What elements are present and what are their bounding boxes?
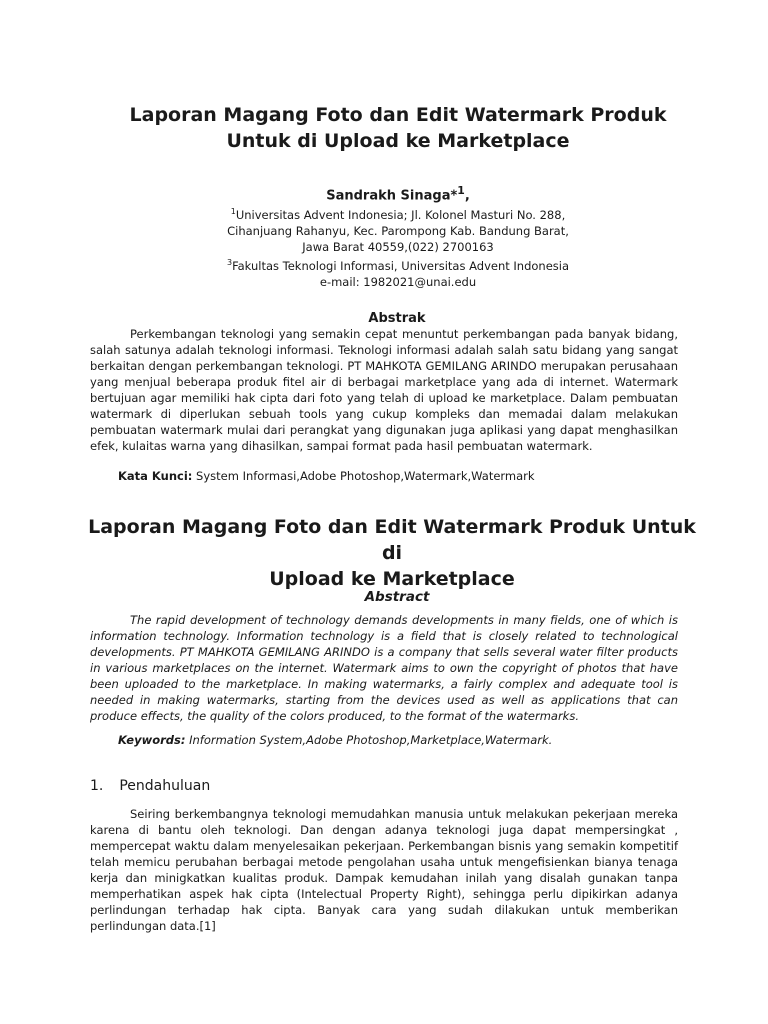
kata-kunci	[118, 468, 535, 484]
keywords-english	[118, 732, 552, 748]
kata-kunci-label: Kata Kunci:	[118, 469, 193, 483]
title-line-1: Laporan Magang Foto dan Edit Watermark Produk	[129, 104, 667, 126]
title-line-2: Untuk di Upload ke Marketplace	[226, 130, 570, 152]
section-number: 1.	[90, 778, 104, 794]
introduction-body: Seiring berkembangnya teknologi memudahkan manusia untuk melakukan pekerjaan mereka karena di bantu oleh teknologi. Dan dengan adanya teknologi juga dapat mempersingkat , mempercepat waktu dalam menyelesaikan pekerjaan. Perkembangan bisnis yang semakin kompetitif telah memicu perubahan berbagai metode pengolahan usaha untuk mengefisienkan bianya tenaga kerja dan minigkatkan kualitas produk. Dampak kemudahan inilah yang disalah gunakan tanpa memperhatikan aspek hak cipta (Intelectual Property Right), sehingga perlu dipikirkan adanya perlindungan terhadap hak cipta. Banyak cara yang sudah dilakukan untuk memberikan perlindungan data.[1]	[90, 807, 678, 933]
affiliation-text-4: Fakultas Teknologi Informasi, Universitas Advent Indonesia	[232, 258, 570, 273]
paper-title-english	[82, 514, 702, 592]
affiliation-line-2: Cihanjuang Rahanyu, Kec. Parompong Kab. Bandung Barat,	[227, 224, 569, 239]
affiliation-text-1: Universitas Advent Indonesia; Jl. Kolonel Masturi No. 288,	[235, 208, 566, 223]
section-heading	[90, 778, 210, 794]
affiliation-line-4	[180, 255, 616, 274]
title-en-line-2: Upload ke Marketplace	[269, 568, 515, 590]
author-comma: ,	[464, 188, 470, 204]
affiliation-line-3: Jawa Barat 40559,(022) 2700163	[302, 240, 494, 255]
author-superscript: 1	[457, 184, 465, 197]
paper-title-indonesian	[100, 102, 696, 154]
keywords-text: Information System,Adobe Photoshop,Marketplace,Watermark.	[185, 733, 553, 747]
abstract-heading: Abstract	[364, 589, 430, 605]
section-title: Pendahuluan	[119, 778, 211, 794]
author-text: Sandrakh Sinaga*	[326, 188, 458, 204]
title-en-line-1: Laporan Magang Foto dan Edit Watermark Produk Untuk di	[88, 516, 696, 564]
abstrak-body: Perkembangan teknologi yang semakin cepat menuntut perkembangan pada banyak bidang, salah satunya adalah teknologi informasi. Teknologi informasi adalah salah satu bidang yang sangat berkaitan dengan perkembangan teknologi. PT MAHKOTA GEMILANG ARINDO merupakan perusahaan yang menjual beberapa produk fitel air di berbagai marketplace yang ada di internet. Watermark bertujuan agar memiliki hak cipta dari foto yang telah di upload ke marketplace. Dalam pembuatan watermark di diperlukan sebuah tools yang cukup kompleks dan memadai dalam melakukan pembuatan watermark mulai dari perangkat yang digunakan juga aplikasi yang dapat menghasilkan efek, kulaitas warna yang dihasilkan, sampai format pada hasil pembuatan watermark.	[90, 327, 678, 453]
affiliation-line-1	[180, 204, 616, 223]
kata-kunci-text: System Informasi,Adobe Photoshop,Watermark,Watermark	[192, 469, 535, 483]
abstract-body: The rapid development of technology demands developments in many fields, one of which is information technology. Information technology is a field that is closely related to technological developments. PT MAHKOTA GEMILANG ARINDO is a company that sells several water filter products in various marketplaces on the internet. Watermark aims to own the copyright of photos that have been uploaded to the marketplace. In making watermarks, a fairly complex and adequate tool is needed in making watermarks, starting from the devices used as well as applications that can produce effects, the quality of the colors produced, to the format of the watermarks.	[90, 613, 678, 723]
author-block	[180, 183, 616, 290]
author-name	[180, 183, 616, 204]
keywords-label: Keywords:	[118, 733, 186, 747]
abstrak-heading: Abstrak	[368, 311, 426, 326]
author-email: e-mail: 1982021@unai.edu	[319, 274, 477, 289]
affiliation-superscript-1: 1	[230, 207, 236, 217]
affiliation-superscript-3: 3	[226, 258, 233, 268]
